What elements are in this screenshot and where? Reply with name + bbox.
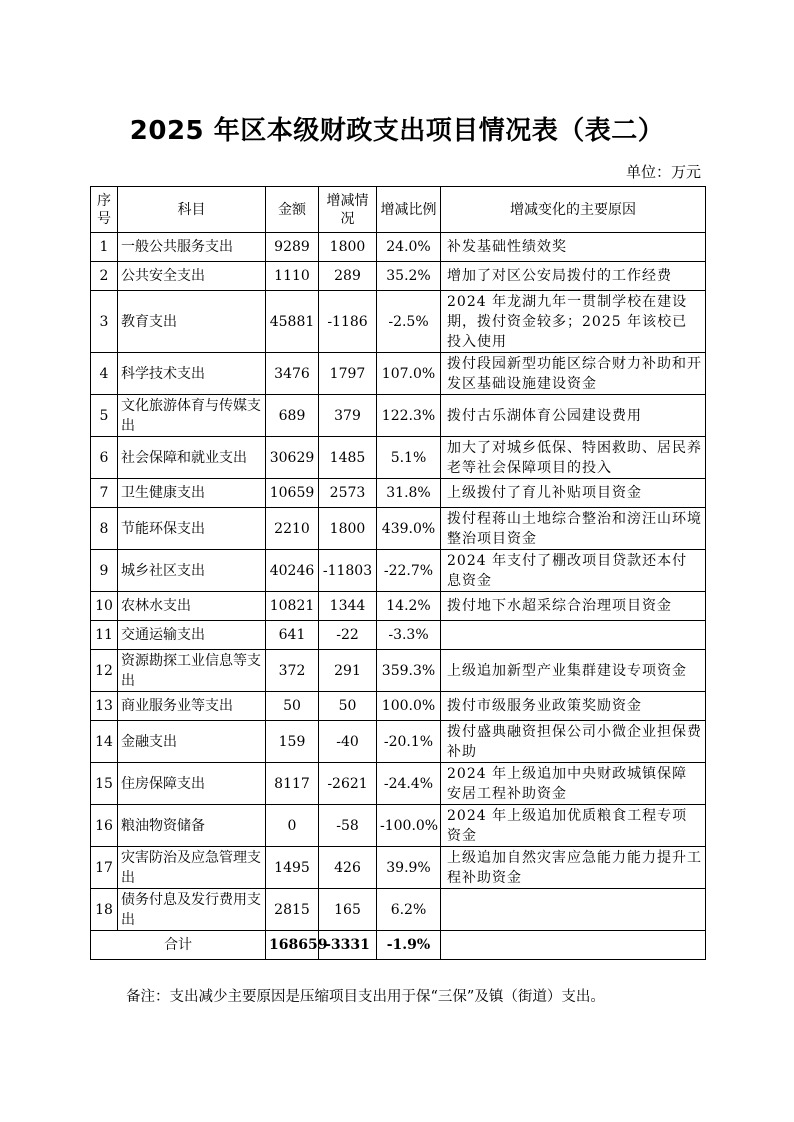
row-no: 13 — [91, 692, 118, 721]
row-amount: 45881 — [266, 291, 319, 353]
row-no: 2 — [91, 262, 118, 291]
row-amount: 1495 — [266, 847, 319, 889]
row-reason — [441, 621, 706, 650]
header-ratio: 增减比例 — [377, 187, 441, 233]
table-row — [91, 437, 706, 479]
row-amount: 2815 — [266, 889, 319, 931]
row-change: 165 — [319, 889, 377, 931]
row-change: 289 — [319, 262, 377, 291]
row-subject: 灾害防治及应急管理支出 — [118, 847, 266, 889]
row-reason: 拨付盛典融资担保公司小微企业担保费补助 — [441, 721, 706, 763]
row-amount: 30629 — [266, 437, 319, 479]
row-amount: 641 — [266, 621, 319, 650]
row-no: 1 — [91, 233, 118, 262]
row-no: 16 — [91, 805, 118, 847]
unit-label: 单位：万元 — [625, 163, 701, 181]
row-reason: 拨付地下水超采综合治理项目资金 — [441, 592, 706, 621]
row-amount: 50 — [266, 692, 319, 721]
table-row — [91, 508, 706, 550]
row-amount: 40246 — [266, 550, 319, 592]
table-row — [91, 763, 706, 805]
table-row — [91, 805, 706, 847]
row-ratio: -24.4% — [377, 763, 441, 805]
row-subject: 社会保障和就业支出 — [118, 437, 266, 479]
total-ratio: -1.9% — [377, 931, 441, 960]
row-no: 10 — [91, 592, 118, 621]
row-amount: 3476 — [266, 353, 319, 395]
row-ratio: 107.0% — [377, 353, 441, 395]
row-change: 291 — [319, 650, 377, 692]
row-reason — [441, 889, 706, 931]
table-row — [91, 847, 706, 889]
row-ratio: 100.0% — [377, 692, 441, 721]
row-no: 4 — [91, 353, 118, 395]
row-subject: 公共安全支出 — [118, 262, 266, 291]
row-reason: 上级拨付了育儿补贴项目资金 — [441, 479, 706, 508]
row-amount: 8117 — [266, 763, 319, 805]
row-subject: 卫生健康支出 — [118, 479, 266, 508]
expenditure-table — [90, 186, 706, 960]
row-amount: 10821 — [266, 592, 319, 621]
row-change: 426 — [319, 847, 377, 889]
table-row — [91, 592, 706, 621]
total-row — [91, 931, 706, 960]
row-ratio: 359.3% — [377, 650, 441, 692]
row-reason: 拨付古乐湖体育公园建设费用 — [441, 395, 706, 437]
row-amount: 2210 — [266, 508, 319, 550]
row-no: 18 — [91, 889, 118, 931]
header-seq: 序号 — [91, 187, 118, 233]
row-subject: 一般公共服务支出 — [118, 233, 266, 262]
row-ratio: -100.0% — [377, 805, 441, 847]
row-ratio: 24.0% — [377, 233, 441, 262]
row-reason: 拨付市级服务业政策奖励资金 — [441, 692, 706, 721]
total-label: 合计 — [91, 931, 266, 960]
row-no: 17 — [91, 847, 118, 889]
row-amount: 9289 — [266, 233, 319, 262]
footnote: 备注：支出减少主要原因是压缩项目支出用于保“三保”及镇（街道）支出。 — [126, 989, 605, 1005]
row-subject: 教育支出 — [118, 291, 266, 353]
header-subject: 科目 — [118, 187, 266, 233]
row-no: 3 — [91, 291, 118, 353]
total-amount: 168659 — [266, 931, 319, 960]
row-no: 15 — [91, 763, 118, 805]
row-change: -58 — [319, 805, 377, 847]
row-no: 8 — [91, 508, 118, 550]
row-reason: 2024 年龙湖九年一贯制学校在建设期，拨付资金较多；2025 年该校已投入使用 — [441, 291, 706, 353]
table-row — [91, 621, 706, 650]
row-subject: 资源勘探工业信息等支出 — [118, 650, 266, 692]
row-subject: 城乡社区支出 — [118, 550, 266, 592]
row-ratio: 5.1% — [377, 437, 441, 479]
row-no: 9 — [91, 550, 118, 592]
row-no: 12 — [91, 650, 118, 692]
row-amount: 10659 — [266, 479, 319, 508]
row-ratio: 31.8% — [377, 479, 441, 508]
row-change: 1485 — [319, 437, 377, 479]
table-body — [91, 233, 706, 960]
row-change: 1797 — [319, 353, 377, 395]
row-change: 2573 — [319, 479, 377, 508]
row-ratio: 122.3% — [377, 395, 441, 437]
table-row — [91, 262, 706, 291]
row-change: 1800 — [319, 508, 377, 550]
row-amount: 689 — [266, 395, 319, 437]
row-ratio: -20.1% — [377, 721, 441, 763]
row-subject: 农林水支出 — [118, 592, 266, 621]
total-reason — [441, 931, 706, 960]
table-row — [91, 395, 706, 437]
row-ratio: 35.2% — [377, 262, 441, 291]
row-change: 1800 — [319, 233, 377, 262]
row-subject: 文化旅游体育与传媒支出 — [118, 395, 266, 437]
row-no: 14 — [91, 721, 118, 763]
row-subject: 商业服务业等支出 — [118, 692, 266, 721]
row-ratio: -22.7% — [377, 550, 441, 592]
table-row — [91, 550, 706, 592]
row-amount: 1110 — [266, 262, 319, 291]
table-row — [91, 291, 706, 353]
header-amount: 金额 — [266, 187, 319, 233]
row-amount: 0 — [266, 805, 319, 847]
row-subject: 交通运输支出 — [118, 621, 266, 650]
row-reason: 补发基础性绩效奖 — [441, 233, 706, 262]
row-change: 379 — [319, 395, 377, 437]
row-change: 50 — [319, 692, 377, 721]
row-amount: 372 — [266, 650, 319, 692]
header-row — [91, 187, 706, 233]
table-row — [91, 692, 706, 721]
row-ratio: 6.2% — [377, 889, 441, 931]
row-subject: 粮油物资储备 — [118, 805, 266, 847]
header-reason: 增减变化的主要原因 — [441, 187, 706, 233]
header-change: 增减情况 — [319, 187, 377, 233]
row-change: -22 — [319, 621, 377, 650]
row-ratio: -2.5% — [377, 291, 441, 353]
row-change: -1186 — [319, 291, 377, 353]
row-subject: 金融支出 — [118, 721, 266, 763]
table-row — [91, 479, 706, 508]
table-row — [91, 721, 706, 763]
row-subject: 债务付息及发行费用支出 — [118, 889, 266, 931]
row-no: 11 — [91, 621, 118, 650]
row-reason: 2024 年上级追加优质粮食工程专项资金 — [441, 805, 706, 847]
row-subject: 节能环保支出 — [118, 508, 266, 550]
row-ratio: 39.9% — [377, 847, 441, 889]
row-change: 1344 — [319, 592, 377, 621]
row-subject: 科学技术支出 — [118, 353, 266, 395]
row-ratio: 439.0% — [377, 508, 441, 550]
row-reason: 上级追加自然灾害应急能力能力提升工程补助资金 — [441, 847, 706, 889]
row-no: 5 — [91, 395, 118, 437]
table-row — [91, 889, 706, 931]
row-reason: 2024 年上级追加中央财政城镇保障安居工程补助资金 — [441, 763, 706, 805]
row-amount: 159 — [266, 721, 319, 763]
row-reason: 增加了对区公安局拨付的工作经费 — [441, 262, 706, 291]
row-ratio: -3.3% — [377, 621, 441, 650]
table-row — [91, 233, 706, 262]
row-change: -2621 — [319, 763, 377, 805]
row-no: 7 — [91, 479, 118, 508]
row-subject: 住房保障支出 — [118, 763, 266, 805]
row-change: -11803 — [319, 550, 377, 592]
row-reason: 拨付程蒋山土地综合整治和滂汪山环境整治项目资金 — [441, 508, 706, 550]
row-ratio: 14.2% — [377, 592, 441, 621]
page-title: 2025 年区本级财政支出项目情况表（表二） — [129, 116, 665, 146]
table-row — [91, 353, 706, 395]
total-change: -3331 — [319, 931, 377, 960]
row-change: -40 — [319, 721, 377, 763]
table-row — [91, 650, 706, 692]
row-no: 6 — [91, 437, 118, 479]
row-reason: 上级追加新型产业集群建设专项资金 — [441, 650, 706, 692]
row-reason: 加大了对城乡低保、特困救助、居民养老等社会保障项目的投入 — [441, 437, 706, 479]
row-reason: 2024 年支付了棚改项目贷款还本付息资金 — [441, 550, 706, 592]
row-reason: 拨付段园新型功能区综合财力补助和开发区基础设施建设资金 — [441, 353, 706, 395]
